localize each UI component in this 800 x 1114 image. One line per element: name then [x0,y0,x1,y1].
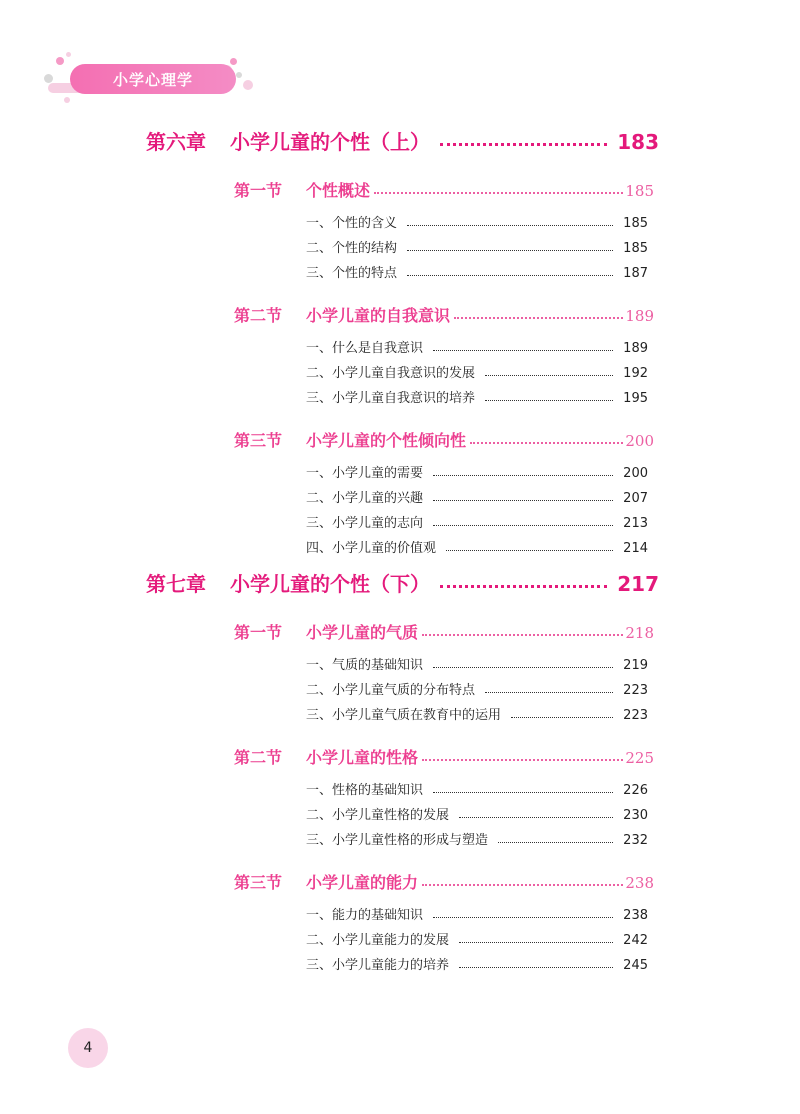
page-number-badge [68,1028,108,1068]
toc-item[interactable] [306,212,648,232]
item-title: 二、小学儿童自我意识的发展 [306,366,476,381]
item-page-number: 200 [623,466,648,481]
dot-leader [407,275,613,276]
section-page-number: 200 [625,432,654,450]
section-title: 小学儿童的气质 [306,623,419,642]
section-label: 第二节 [234,748,283,767]
item-title: 三、小学儿童能力的培养 [306,958,450,973]
item-page-number: 223 [623,683,648,698]
section-entry[interactable] [234,303,654,327]
dot-leader [511,717,613,718]
page-number: 4 [83,1040,93,1056]
toc-item[interactable] [306,904,648,924]
toc-item[interactable] [306,337,648,357]
toc-item[interactable] [306,537,648,557]
item-page-number: 219 [623,658,648,673]
section-entry[interactable] [234,745,654,769]
item-title: 四、小学儿童的价值观 [306,541,437,556]
toc-item[interactable] [306,779,648,799]
toc-item[interactable] [306,462,648,482]
toc-item[interactable] [306,704,648,724]
item-page-number: 242 [623,933,648,948]
chapter-entry[interactable] [146,568,659,600]
item-page-number: 195 [623,391,648,406]
dot-leader [433,500,613,501]
item-page-number: 232 [623,833,648,848]
chapter-entry[interactable] [146,126,659,158]
toc-item[interactable] [306,804,648,824]
dot-leader [422,634,623,636]
section-title: 小学儿童的能力 [306,873,419,892]
dot-leader [440,585,607,588]
dot-leader [459,967,613,968]
dot-leader [374,192,623,194]
item-title: 二、小学儿童的兴趣 [306,491,424,506]
dot-leader [433,525,613,526]
dot-leader [422,759,623,761]
item-page-number: 187 [623,266,648,281]
item-page-number: 192 [623,366,648,381]
toc-item[interactable] [306,262,648,282]
dot-leader [440,143,607,146]
toc-item[interactable] [306,654,648,674]
item-page-number: 226 [623,783,648,798]
section-page-number: 225 [625,749,654,767]
item-page-number: 213 [623,516,648,531]
item-title: 一、能力的基础知识 [306,908,424,923]
dot-leader [470,442,623,444]
toc-item[interactable] [306,237,648,257]
dot-leader [498,842,613,843]
item-page-number: 214 [623,541,648,556]
chapter-title: 小学儿童的个性（下） [230,572,430,596]
dot-leader [433,917,613,918]
dot-leader [459,942,613,943]
section-label: 第一节 [234,623,283,642]
chapter-page-number: 217 [617,572,659,596]
section-title: 小学儿童的自我意识 [306,306,451,325]
item-title: 一、气质的基础知识 [306,658,424,673]
item-title: 一、什么是自我意识 [306,341,424,356]
section-page-number: 185 [625,182,654,200]
chapter-label: 第七章 [146,572,206,596]
toc-item[interactable] [306,487,648,507]
toc-item[interactable] [306,954,648,974]
item-page-number: 238 [623,908,648,923]
dot-leader [433,475,613,476]
dot-leader [433,792,613,793]
section-page-number: 218 [625,624,654,642]
section-title: 小学儿童的性格 [306,748,419,767]
item-page-number: 185 [623,216,648,231]
section-label: 第三节 [234,431,283,450]
section-entry[interactable] [234,178,654,202]
item-page-number: 207 [623,491,648,506]
item-title: 三、小学儿童性格的形成与塑造 [306,833,489,848]
toc-item[interactable] [306,512,648,532]
item-title: 二、小学儿童气质的分布特点 [306,683,476,698]
item-title: 三、小学儿童气质在教育中的运用 [306,708,502,723]
dot-leader [433,350,613,351]
item-title: 一、小学儿童的需要 [306,466,424,481]
book-title: 小学心理学 [112,70,193,89]
item-title: 二、小学儿童性格的发展 [306,808,450,823]
section-entry[interactable] [234,428,654,452]
dot-leader [485,692,613,693]
item-title: 三、小学儿童的志向 [306,516,424,531]
toc-item[interactable] [306,929,648,949]
item-page-number: 245 [623,958,648,973]
toc-item[interactable] [306,387,648,407]
item-title: 三、个性的特点 [306,266,398,281]
section-title: 个性概述 [306,181,371,200]
chapter-label: 第六章 [146,130,206,154]
dot-leader [454,317,623,319]
dot-leader [433,667,613,668]
toc-item[interactable] [306,362,648,382]
toc-item[interactable] [306,829,648,849]
section-label: 第二节 [234,306,283,325]
section-entry[interactable] [234,870,654,894]
item-page-number: 230 [623,808,648,823]
section-title: 小学儿童的个性倾向性 [306,431,467,450]
dot-leader [407,250,613,251]
item-page-number: 189 [623,341,648,356]
section-entry[interactable] [234,620,654,644]
item-title: 二、小学儿童能力的发展 [306,933,450,948]
dot-leader [485,400,613,401]
dot-leader [422,884,623,886]
section-label: 第一节 [234,181,283,200]
chapter-page-number: 183 [617,130,659,154]
item-page-number: 223 [623,708,648,723]
item-title: 三、小学儿童自我意识的培养 [306,391,476,406]
item-title: 一、个性的含义 [306,216,398,231]
dot-leader [459,817,613,818]
dot-leader [446,550,613,551]
chapter-title: 小学儿童的个性（上） [230,130,430,154]
toc-item[interactable] [306,679,648,699]
item-title: 二、个性的结构 [306,241,398,256]
section-page-number: 189 [625,307,654,325]
dot-leader [407,225,613,226]
section-page-number: 238 [625,874,654,892]
item-page-number: 185 [623,241,648,256]
dot-leader [485,375,613,376]
item-title: 一、性格的基础知识 [306,783,424,798]
section-label: 第三节 [234,873,283,892]
